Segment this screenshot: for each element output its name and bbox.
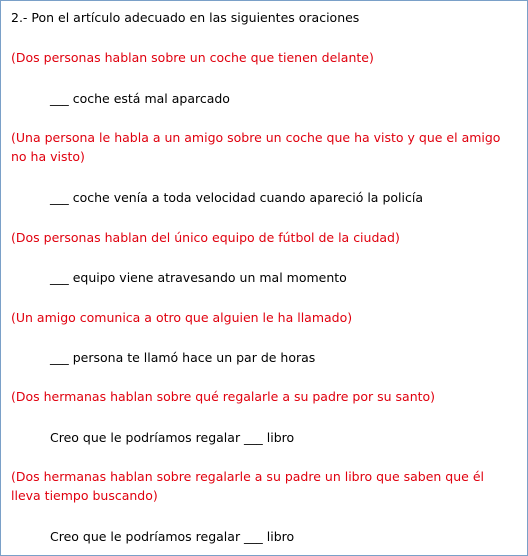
sentence-5: Creo que le podríamos regalar ___ libro <box>50 430 295 445</box>
context-1: (Dos personas hablan sobre un coche que tienen delante) <box>11 50 374 65</box>
sentence-3: ___ equipo viene atravesando un mal momento <box>50 270 347 285</box>
context-3: (Dos personas hablan del único equipo de fútbol de la ciudad) <box>11 230 400 245</box>
context-4: (Un amigo comunica a otro que alguien le ha llamado) <box>11 310 353 325</box>
exercise-title: 2.- Pon el artículo adecuado en las siguientes oraciones <box>11 10 360 25</box>
context-5: (Dos hermanas hablan sobre qué regalarle a su padre por su santo) <box>11 389 436 404</box>
context-6: (Dos hermanas hablan sobre regalarle a su padre un libro que saben que él lleva tiempo buscando) <box>11 469 484 503</box>
sentence-6: Creo que le podríamos regalar ___ libro <box>50 529 295 544</box>
sentence-4: ___ persona te llamó hace un par de horas <box>50 350 316 365</box>
context-2: (Una persona le habla a un amigo sobre un coche que ha visto y que el amigo no ha visto) <box>11 130 501 164</box>
sentence-2: ___ coche venía a toda velocidad cuando apareció la policía <box>50 190 423 205</box>
sentence-1: ___ coche está mal aparcado <box>50 91 230 106</box>
